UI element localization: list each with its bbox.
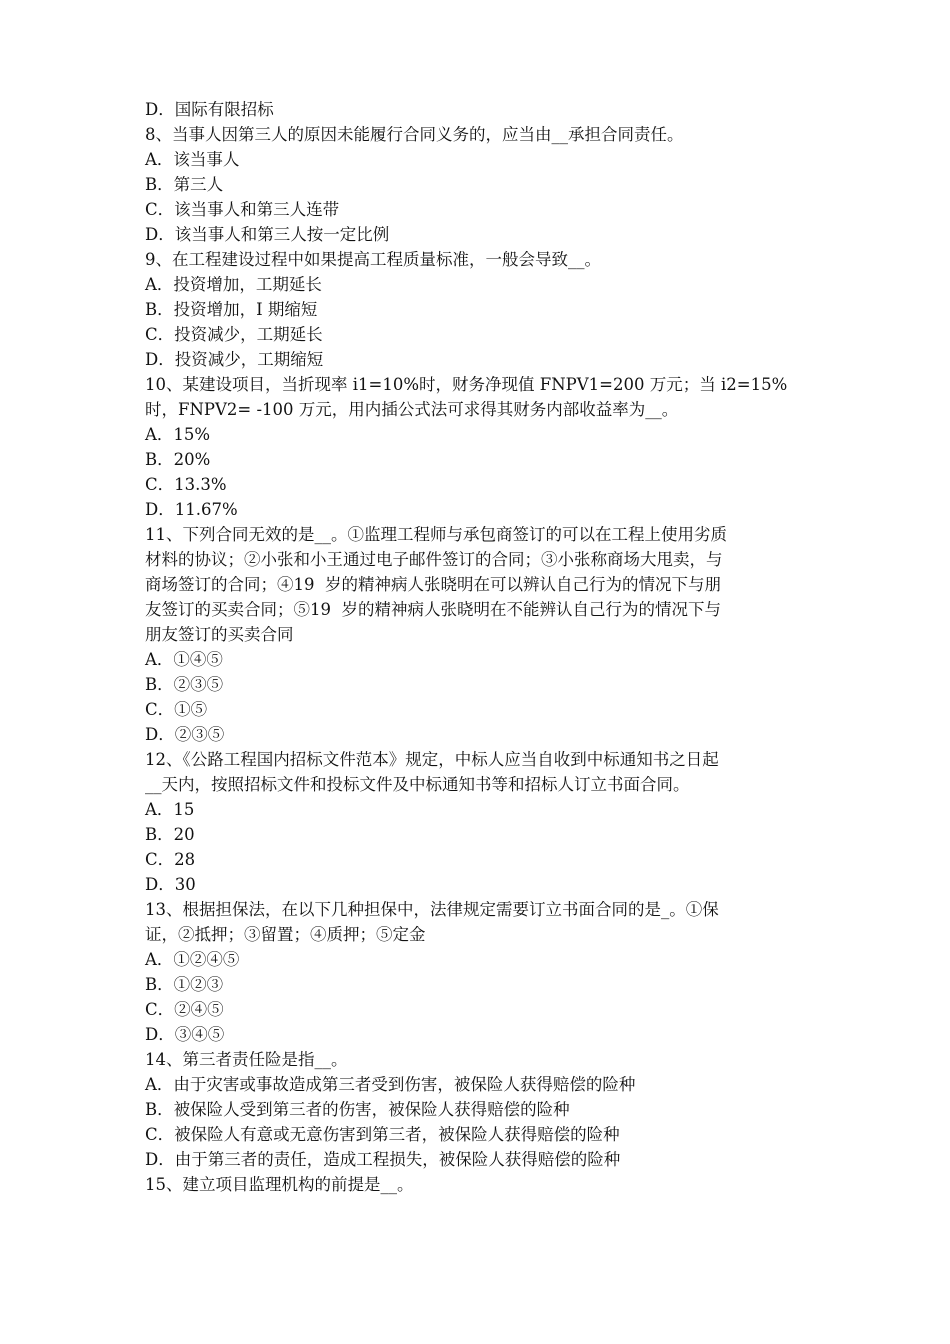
option-line: D．11.67% <box>145 500 238 519</box>
option-line: C．②④⑤ <box>145 1000 224 1019</box>
option-line: B．20 <box>145 825 195 844</box>
option-line: B．①②③ <box>145 975 224 994</box>
question-12-cont: __天内，按照招标文件和投标文件及中标通知书等和招标人订立书面合同。 <box>145 775 690 794</box>
option-line: C．13.3% <box>145 475 227 494</box>
question-12: 12、《公路工程国内招标文件范本》规定，中标人应当自收到中标通知书之日起 <box>145 750 719 769</box>
question-11-cont: 友签订的买卖合同；⑤19 岁的精神病人张晓明在不能辨认自己行为的情况下与 <box>145 600 721 619</box>
option-line: B．第三人 <box>145 175 224 194</box>
question-13-cont: 证，②抵押；③留置；④质押；⑤定金 <box>145 925 426 944</box>
option-line: C．28 <box>145 850 196 869</box>
option-line: A．该当事人 <box>145 150 240 169</box>
question-9: 9、在工程建设过程中如果提高工程质量标准，一般会导致__。 <box>145 250 601 269</box>
option-line: A．①②④⑤ <box>145 950 240 969</box>
option-line: A．15% <box>145 425 211 444</box>
option-line: D．③④⑤ <box>145 1025 225 1044</box>
option-line: B．20% <box>145 450 211 469</box>
question-11: 11、下列合同无效的是__。①监理工程师与承包商签订的可以在工程上使用劣质 <box>145 525 727 544</box>
option-line: A．①④⑤ <box>145 650 223 669</box>
option-line: D．投资减少，工期缩短 <box>145 350 324 369</box>
question-10-cont: 时，FNPV2= -100 万元，用内插公式法可求得其财务内部收益率为__。 <box>145 400 679 419</box>
option-line: D．30 <box>145 875 196 894</box>
question-15: 15、建立项目监理机构的前提是__。 <box>145 1175 414 1194</box>
option-line: D．由于第三者的责任，造成工程损失，被保险人获得赔偿的险种 <box>145 1150 621 1169</box>
option-line: D．②③⑤ <box>145 725 225 744</box>
document-page <box>145 97 810 1197</box>
option-line: B．被保险人受到第三者的伤害，被保险人获得赔偿的险种 <box>145 1100 570 1119</box>
option-line: C．该当事人和第三人连带 <box>145 200 340 219</box>
question-8: 8、当事人因第三人的原因未能履行合同义务的，应当由__承担合同责任。 <box>145 125 684 144</box>
option-line: B．投资增加，I 期缩短 <box>145 300 318 319</box>
option-line: C．被保险人有意或无意伤害到第三者，被保险人获得赔偿的险种 <box>145 1125 620 1144</box>
option-line: C．①⑤ <box>145 700 208 719</box>
option-line: B．②③⑤ <box>145 675 224 694</box>
option-line: C．投资减少，工期延长 <box>145 325 323 344</box>
option-line: A．15 <box>145 800 195 819</box>
question-14: 14、第三者责任险是指__。 <box>145 1050 348 1069</box>
question-11-cont: 朋友签订的买卖合同 <box>145 625 294 644</box>
option-line: A．由于灾害或事故造成第三者受到伤害，被保险人获得赔偿的险种 <box>145 1075 636 1094</box>
question-11-cont: 材料的协议；②小张和小王通过电子邮件签订的合同；③小张称商场大甩卖，与 <box>145 550 723 569</box>
option-line: D．该当事人和第三人按一定比例 <box>145 225 390 244</box>
text-line: D．国际有限招标 <box>145 100 274 119</box>
option-line: A．投资增加，工期延长 <box>145 275 322 294</box>
question-13: 13、根据担保法，在以下几种担保中，法律规定需要订立书面合同的是_。①保 <box>145 900 719 919</box>
question-11-cont: 商场签订的合同；④19 岁的精神病人张晓明在可以辨认自己行为的情况下与朋 <box>145 575 721 594</box>
question-10: 10、某建设项目，当折现率 i1=10%时，财务净现值 FNPV1=200 万元；当 i2=15% <box>145 375 788 394</box>
